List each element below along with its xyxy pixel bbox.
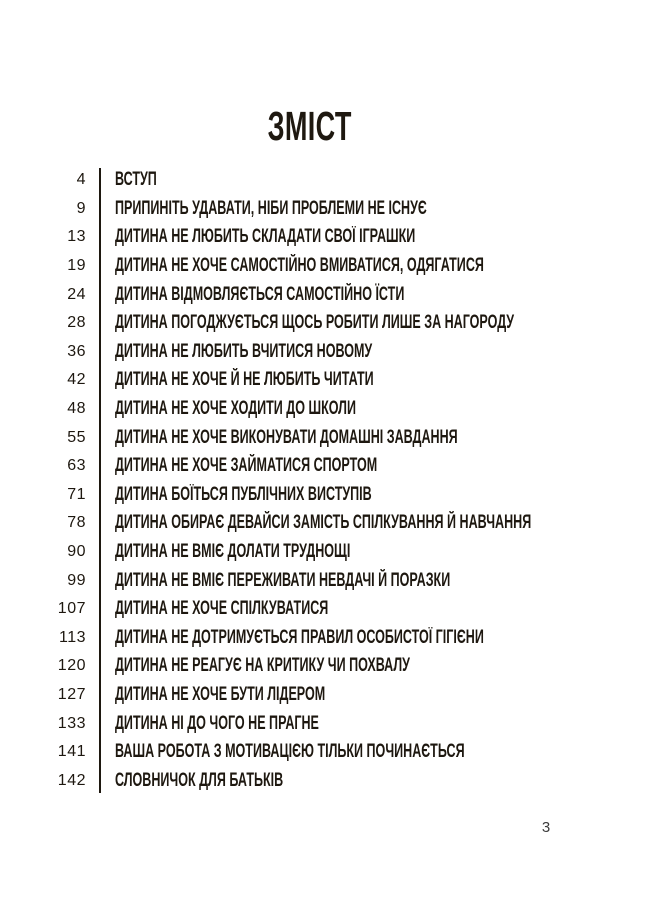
- page-number: 3: [541, 819, 551, 836]
- toc-entry-page-number: 113: [58, 628, 86, 646]
- toc-entry-page-number: 63: [67, 457, 86, 475]
- toc-entry-title: ДИТИНА ОБИРАЄ ДЕВАЙСИ ЗАМІСТЬ СПІЛКУВАННЯ Й НАВЧАННЯ: [115, 512, 532, 534]
- page-title-text: ЗМІСТ: [267, 103, 353, 149]
- toc-entry-title: ДИТИНА НЕ РЕАГУЄ НА КРИТИКУ ЧИ ПОХВАЛУ: [115, 655, 410, 677]
- toc-entry-title: ДИТИНА ПОГОДЖУЄТЬСЯ ЩОСЬ РОБИТИ ЛИШЕ ЗА НАГОРОДУ: [115, 312, 515, 334]
- toc-entry-page-number: 141: [57, 743, 86, 761]
- toc-entry-title: ДИТИНА НЕ ХОЧЕ БУТИ ЛІДЕРОМ: [115, 683, 326, 705]
- toc-entry-title: ДИТИНА НЕ ЛЮБИТЬ ВЧИТИСЯ НОВОМУ: [115, 340, 373, 362]
- toc-entry: [50, 452, 558, 481]
- toc-entry: [50, 766, 558, 795]
- toc-entry-title: ВАША РОБОТА З МОТИВАЦІЄЮ ТІЛЬКИ ПОЧИНАЄТЬСЯ: [115, 741, 465, 763]
- toc-entry-page-number: 55: [67, 428, 86, 446]
- toc-entry-title: ДИТИНА НЕ ХОЧЕ ВИКОНУВАТИ ДОМАШНІ ЗАВДАННЯ: [115, 426, 458, 448]
- toc-entry: [50, 624, 558, 653]
- toc-entry: [50, 338, 558, 367]
- toc-entry: [50, 738, 558, 767]
- toc-entry-title: СЛОВНИЧОК ДЛЯ БАТЬКІВ: [115, 769, 284, 791]
- toc-divider-line: [99, 168, 101, 793]
- toc-entry: [50, 252, 558, 281]
- toc-entry-title: ДИТИНА НЕ ЛЮБИТЬ СКЛАДАТИ СВОЇ ІГРАШКИ: [115, 226, 416, 248]
- toc-entry: [50, 709, 558, 738]
- toc-list: [50, 166, 558, 795]
- toc-entry: [50, 309, 558, 338]
- toc-entry: [50, 280, 558, 309]
- toc-entry-page-number: 36: [67, 342, 86, 360]
- toc-entry-title: ДИТИНА НЕ ВМІЄ ДОЛАТИ ТРУДНОЩІ: [115, 541, 351, 563]
- toc-entry-page-number: 24: [67, 285, 86, 303]
- toc-entry-page-number: 133: [57, 714, 86, 732]
- toc-entry-title: ДИТИНА НЕ ДОТРИМУЄТЬСЯ ПРАВИЛ ОСОБИСТОЇ ГІГІЄНИ: [115, 626, 484, 648]
- toc-entry-page-number: 9: [76, 199, 86, 217]
- toc-entry-title: ДИТИНА НЕ ХОЧЕ ХОДИТИ ДО ШКОЛИ: [115, 398, 356, 420]
- toc-entry: [50, 481, 558, 510]
- toc-entry: [50, 595, 558, 624]
- toc-entry-page-number: 78: [67, 514, 86, 532]
- toc-entry-page-number: 28: [67, 314, 86, 332]
- toc-entry-page-number: 120: [57, 657, 86, 675]
- toc-entry-page-number: 4: [76, 171, 86, 189]
- page-title: [62, 103, 558, 149]
- toc-entry: [50, 195, 558, 224]
- toc-entry-title: ДИТИНА НЕ ХОЧЕ ЗАЙМАТИСЯ СПОРТОМ: [115, 455, 378, 477]
- toc-entry-title: ДИТИНА НЕ ХОЧЕ Й НЕ ЛЮБИТЬ ЧИТАТИ: [115, 369, 374, 391]
- toc-entry: [50, 538, 558, 567]
- toc-entry: [50, 681, 558, 710]
- toc-entry-title: ДИТИНА ВІДМОВЛЯЄТЬСЯ САМОСТІЙНО ЇСТИ: [115, 283, 405, 305]
- toc-entry: [50, 366, 558, 395]
- toc-entry-page-number: 127: [57, 685, 86, 703]
- toc-entry-page-number: 107: [57, 600, 86, 618]
- toc-entry: [50, 652, 558, 681]
- toc-entry-page-number: 71: [67, 485, 86, 503]
- toc-entry-title: ДИТИНА БОЇТЬСЯ ПУБЛІЧНИХ ВИСТУПІВ: [115, 483, 372, 505]
- toc-entry-page-number: 99: [67, 571, 86, 589]
- toc-entry: [50, 166, 558, 195]
- toc-entry-page-number: 142: [57, 771, 86, 789]
- toc-entry-title: ДИТИНА НЕ ВМІЄ ПЕРЕЖИВАТИ НЕВДАЧІ Й ПОРАЗКИ: [115, 569, 451, 591]
- toc-entry: [50, 566, 558, 595]
- toc-entry: [50, 509, 558, 538]
- toc-entry: [50, 423, 558, 452]
- toc-entry: [50, 223, 558, 252]
- toc-entry: [50, 395, 558, 424]
- toc-entry-page-number: 19: [67, 257, 86, 275]
- toc-entry-title: ДИТИНА НІ ДО ЧОГО НЕ ПРАГНЕ: [115, 712, 319, 734]
- toc-entry-title: ДИТИНА НЕ ХОЧЕ САМОСТІЙНО ВМИВАТИСЯ, ОДЯГАТИСЯ: [115, 255, 484, 277]
- toc-entry-page-number: 42: [67, 371, 86, 389]
- toc-entry-page-number: 90: [67, 543, 86, 561]
- toc-entry-title: ПРИПИНІТЬ УДАВАТИ, НІБИ ПРОБЛЕМИ НЕ ІСНУЄ: [115, 197, 427, 219]
- toc-entry-page-number: 13: [67, 228, 86, 246]
- toc-entry-page-number: 48: [67, 400, 86, 418]
- toc-entry-title: ДИТИНА НЕ ХОЧЕ СПІЛКУВАТИСЯ: [115, 598, 329, 620]
- toc-entry-title: ВСТУП: [115, 169, 157, 191]
